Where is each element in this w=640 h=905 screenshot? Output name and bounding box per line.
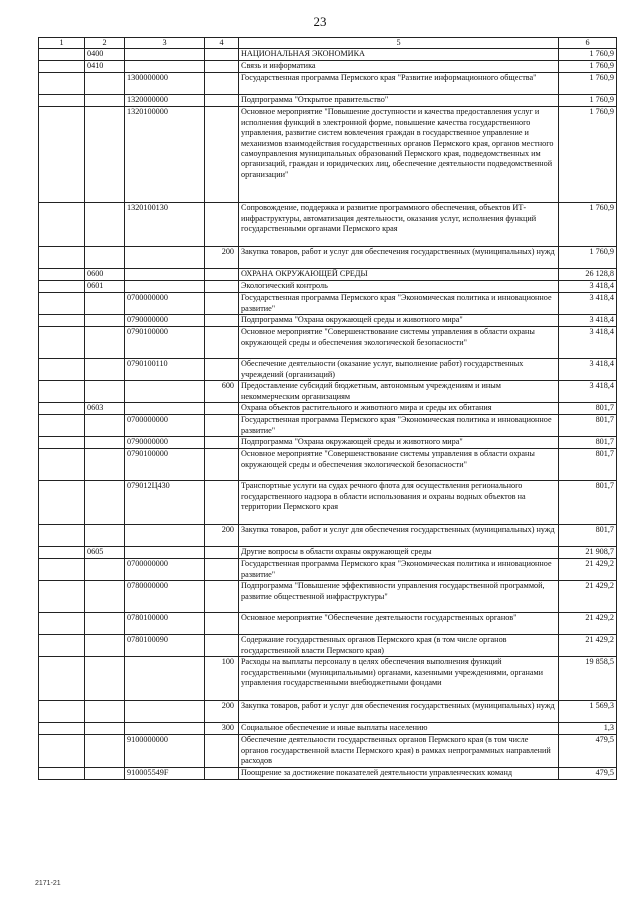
- table-cell: [85, 581, 125, 613]
- table-cell: [125, 49, 205, 61]
- table-cell: 1 760,9: [559, 95, 617, 107]
- table-row: [39, 437, 617, 449]
- table-cell: Экологический контроль: [239, 281, 559, 293]
- table-cell: 600: [205, 381, 239, 403]
- table-cell: Государственная программа Пермского края "Экономическая политика и инновационное развитие": [239, 293, 559, 315]
- table-row: [39, 767, 617, 779]
- column-header: 1: [39, 38, 85, 49]
- table-cell: Подпрограмма "Охрана окружающей среды и животного мира": [239, 437, 559, 449]
- table-cell: [39, 481, 85, 525]
- table-cell: 19 858,5: [559, 657, 617, 701]
- table-cell: [205, 281, 239, 293]
- table-cell: 801,7: [559, 449, 617, 481]
- table-cell: [39, 635, 85, 657]
- table-cell: [39, 613, 85, 635]
- table-row: [39, 735, 617, 767]
- table-cell: [39, 107, 85, 203]
- table-cell: [39, 61, 85, 73]
- footer-code: 2171-21: [35, 880, 61, 887]
- table-cell: 801,7: [559, 415, 617, 437]
- table-cell: Подпрограмма "Повышение эффективности управления государственной программой, развитие общественной инфраструктуры": [239, 581, 559, 613]
- table-cell: 801,7: [559, 403, 617, 415]
- table-cell: Транспортные услуги на судах речного флота для осуществления регионального государственного надзора в области использования и охраны водных объектов на территории Пермского края: [239, 481, 559, 525]
- table-cell: [205, 449, 239, 481]
- table-cell: 0790100110: [125, 359, 205, 381]
- table-cell: [125, 269, 205, 281]
- table-cell: 1 760,9: [559, 107, 617, 203]
- table-cell: Закупка товаров, работ и услуг для обеспечения государственных (муниципальных) нужд: [239, 701, 559, 723]
- table-cell: 0780000000: [125, 581, 205, 613]
- table-cell: 9100000000: [125, 735, 205, 767]
- table-cell: [125, 525, 205, 547]
- table-cell: 0700000000: [125, 293, 205, 315]
- table-cell: [205, 203, 239, 247]
- table-row: [39, 657, 617, 701]
- table-cell: Подпрограмма "Охрана окружающей среды и животного мира": [239, 315, 559, 327]
- table-cell: [39, 95, 85, 107]
- table-cell: 801,7: [559, 525, 617, 547]
- table-row: [39, 723, 617, 735]
- table-cell: [125, 723, 205, 735]
- table-cell: Закупка товаров, работ и услуг для обеспечения государственных (муниципальных) нужд: [239, 247, 559, 269]
- table-cell: [39, 49, 85, 61]
- table-cell: [205, 735, 239, 767]
- table-cell: 300: [205, 723, 239, 735]
- table-cell: 1 760,9: [559, 203, 617, 247]
- table-cell: [85, 723, 125, 735]
- table-cell: [205, 73, 239, 95]
- table-cell: [125, 281, 205, 293]
- table-row: [39, 547, 617, 559]
- table-cell: Государственная программа Пермского края "Экономическая политика и инновационное развитие": [239, 559, 559, 581]
- table-cell: [205, 403, 239, 415]
- column-header: 5: [239, 38, 559, 49]
- table-cell: Поощрение за достижение показателей деятельности управленческих команд: [239, 767, 559, 779]
- table-cell: 26 128,8: [559, 269, 617, 281]
- table-row: [39, 281, 617, 293]
- table-cell: [85, 525, 125, 547]
- table-cell: 0790000000: [125, 437, 205, 449]
- table-cell: [205, 767, 239, 779]
- table-cell: [205, 415, 239, 437]
- table-row: [39, 73, 617, 95]
- table-row: [39, 525, 617, 547]
- table-cell: Основное мероприятие "Обеспечение деятельности государственных органов": [239, 613, 559, 635]
- table-cell: 0601: [85, 281, 125, 293]
- table-cell: [39, 581, 85, 613]
- table-cell: [125, 403, 205, 415]
- table-cell: Охрана объектов растительного и животного мира и среды их обитания: [239, 403, 559, 415]
- table-cell: 1 760,9: [559, 49, 617, 61]
- table-cell: [85, 381, 125, 403]
- table-cell: [39, 203, 85, 247]
- table-row: [39, 315, 617, 327]
- table-cell: [39, 415, 85, 437]
- table-cell: [205, 49, 239, 61]
- table-cell: 079012Ц430: [125, 481, 205, 525]
- table-cell: [205, 315, 239, 327]
- table-cell: [39, 247, 85, 269]
- table-cell: [85, 657, 125, 701]
- table-cell: 801,7: [559, 437, 617, 449]
- budget-table: [38, 37, 617, 780]
- table-cell: 3 418,4: [559, 359, 617, 381]
- table-cell: 1 760,9: [559, 61, 617, 73]
- table-cell: [205, 437, 239, 449]
- table-cell: 21 429,2: [559, 559, 617, 581]
- table-cell: [125, 657, 205, 701]
- table-cell: Содержание государственных органов Пермского края (в том числе органов государственной власти Пермского края): [239, 635, 559, 657]
- table-cell: [205, 481, 239, 525]
- table-cell: 3 418,4: [559, 327, 617, 359]
- table-cell: [85, 481, 125, 525]
- table-cell: [39, 559, 85, 581]
- table-cell: [125, 247, 205, 269]
- table-cell: [125, 381, 205, 403]
- table-cell: 200: [205, 525, 239, 547]
- column-header: 2: [85, 38, 125, 49]
- table-cell: [85, 327, 125, 359]
- table-cell: 479,5: [559, 735, 617, 767]
- table-cell: Основное мероприятие "Совершенствование системы управления в области охраны окружающей среды и обеспечения экологической безопасности": [239, 449, 559, 481]
- table-row: [39, 415, 617, 437]
- table-row: [39, 269, 617, 281]
- table-cell: Сопровождение, поддержка и развитие программного обеспечения, объектов ИТ-инфраструктуры, автоматизация деятельности, оказания услуг, исполнения функций государственными органами Пермского края: [239, 203, 559, 247]
- table-cell: 21 429,2: [559, 613, 617, 635]
- table-cell: НАЦИОНАЛЬНАЯ ЭКОНОМИКА: [239, 49, 559, 61]
- table-cell: [125, 61, 205, 73]
- table-cell: 0780100000: [125, 613, 205, 635]
- table-cell: 910005549F: [125, 767, 205, 779]
- table-row: [39, 107, 617, 203]
- table-cell: Основное мероприятие "Совершенствование системы управления в области охраны окружающей среды и обеспечения экологической безопасности": [239, 327, 559, 359]
- table-cell: 1320000000: [125, 95, 205, 107]
- table-cell: [39, 381, 85, 403]
- table-cell: [85, 73, 125, 95]
- table-cell: [205, 613, 239, 635]
- table-cell: 1,3: [559, 723, 617, 735]
- table-cell: [39, 547, 85, 559]
- table-cell: 1 760,9: [559, 73, 617, 95]
- table-cell: [39, 701, 85, 723]
- table-cell: 0700000000: [125, 415, 205, 437]
- table-cell: Подпрограмма "Открытое правительство": [239, 95, 559, 107]
- table-cell: [39, 293, 85, 315]
- table-cell: [85, 315, 125, 327]
- table-cell: 0400: [85, 49, 125, 61]
- table-cell: [39, 281, 85, 293]
- table-cell: 200: [205, 247, 239, 269]
- table-cell: [85, 701, 125, 723]
- table-row: [39, 359, 617, 381]
- table-cell: 0790100000: [125, 327, 205, 359]
- table-cell: [85, 613, 125, 635]
- table-row: [39, 49, 617, 61]
- table-cell: [85, 635, 125, 657]
- table-row: [39, 581, 617, 613]
- table-row: [39, 203, 617, 247]
- table-cell: 0790000000: [125, 315, 205, 327]
- table-cell: 21 429,2: [559, 635, 617, 657]
- table-row: [39, 481, 617, 525]
- table-row: [39, 95, 617, 107]
- table-cell: [85, 359, 125, 381]
- table-cell: ОХРАНА ОКРУЖАЮЩЕЙ СРЕДЫ: [239, 269, 559, 281]
- table-cell: [85, 449, 125, 481]
- table-cell: Государственная программа Пермского края "Экономическая политика и инновационное развитие": [239, 415, 559, 437]
- column-header: 6: [559, 38, 617, 49]
- table-cell: Основное мероприятие "Повышение доступности и качества предоставления услуг и исполнения функций в электронной форме, повышение качества государственного управления, развитие систем вовлечения граждан в государственное управление и механизмов взаимодействия государственных органов Пермского края, органов местного самоуправления муниципальных образований Пермского края, подведомственных им организаций, граждан и юридических лиц, обеспечение деятельности подведомственной организации": [239, 107, 559, 203]
- table-cell: Другие вопросы в области охраны окружающей среды: [239, 547, 559, 559]
- column-header: 3: [125, 38, 205, 49]
- table-cell: 3 418,4: [559, 315, 617, 327]
- table-cell: [39, 525, 85, 547]
- table-cell: [85, 95, 125, 107]
- table-cell: Социальное обеспечение и иные выплаты населению: [239, 723, 559, 735]
- table-cell: 21 908,7: [559, 547, 617, 559]
- table-cell: [39, 449, 85, 481]
- table-cell: 479,5: [559, 767, 617, 779]
- table-row: [39, 449, 617, 481]
- table-cell: [85, 559, 125, 581]
- table-row: [39, 293, 617, 315]
- table-row: [39, 559, 617, 581]
- table-row: [39, 635, 617, 657]
- table-row: [39, 403, 617, 415]
- table-cell: 0700000000: [125, 559, 205, 581]
- table-cell: 1300000000: [125, 73, 205, 95]
- table-cell: [39, 327, 85, 359]
- table-header-row: [39, 38, 617, 49]
- table-cell: 0600: [85, 269, 125, 281]
- table-cell: [39, 767, 85, 779]
- table-cell: [39, 73, 85, 95]
- table-cell: 0603: [85, 403, 125, 415]
- table-cell: Обеспечение деятельности (оказание услуг, выполнение работ) государственных учреждений (организаций): [239, 359, 559, 381]
- table-cell: 21 429,2: [559, 581, 617, 613]
- table-cell: Государственная программа Пермского края "Развитие информационного общества": [239, 73, 559, 95]
- table-row: [39, 327, 617, 359]
- table-cell: 1 760,9: [559, 247, 617, 269]
- table-cell: 0410: [85, 61, 125, 73]
- table-cell: 3 418,4: [559, 281, 617, 293]
- table-cell: [205, 293, 239, 315]
- table-cell: 1320100000: [125, 107, 205, 203]
- table-cell: 0790100000: [125, 449, 205, 481]
- page-number: 23: [313, 14, 327, 29]
- table-row: [39, 247, 617, 269]
- table-cell: 0605: [85, 547, 125, 559]
- table-cell: [205, 547, 239, 559]
- table-cell: [39, 735, 85, 767]
- table-cell: [85, 107, 125, 203]
- column-header: 4: [205, 38, 239, 49]
- table-cell: [39, 657, 85, 701]
- table-cell: [85, 415, 125, 437]
- table-cell: 3 418,4: [559, 293, 617, 315]
- table-cell: [205, 581, 239, 613]
- table-row: [39, 61, 617, 73]
- table-cell: [39, 723, 85, 735]
- table-cell: [205, 269, 239, 281]
- table-cell: [39, 359, 85, 381]
- table-cell: 200: [205, 701, 239, 723]
- table-cell: [39, 437, 85, 449]
- table-cell: Расходы на выплаты персоналу в целях обеспечения выполнения функций государственными (муниципальными) органами, казенными учреждениями, органами управления государственными внебюджетными фондами: [239, 657, 559, 701]
- table-row: [39, 613, 617, 635]
- table-cell: [205, 359, 239, 381]
- table-cell: [125, 701, 205, 723]
- table-cell: [85, 735, 125, 767]
- table-cell: [205, 61, 239, 73]
- table-cell: Предоставление субсидий бюджетным, автономным учреждениям и иным некоммерческим организациям: [239, 381, 559, 403]
- table-cell: [85, 203, 125, 247]
- table-cell: [205, 327, 239, 359]
- table-cell: [39, 269, 85, 281]
- table-cell: Закупка товаров, работ и услуг для обеспечения государственных (муниципальных) нужд: [239, 525, 559, 547]
- table-cell: Обеспечение деятельности государственных органов Пермского края (в том числе органов государственной власти Пермского края) в рамках непрограммных направлений расходов: [239, 735, 559, 767]
- table-cell: 3 418,4: [559, 381, 617, 403]
- table-cell: [39, 403, 85, 415]
- table-row: [39, 701, 617, 723]
- table-cell: [205, 559, 239, 581]
- table-cell: Связь и информатика: [239, 61, 559, 73]
- table-cell: [85, 437, 125, 449]
- table-cell: 0780100090: [125, 635, 205, 657]
- table-cell: [85, 293, 125, 315]
- table-cell: [85, 247, 125, 269]
- table-cell: 100: [205, 657, 239, 701]
- table-cell: 801,7: [559, 481, 617, 525]
- table-cell: [39, 315, 85, 327]
- table-cell: [205, 635, 239, 657]
- table-cell: [205, 107, 239, 203]
- table-row: [39, 381, 617, 403]
- table-cell: 1 569,3: [559, 701, 617, 723]
- table-cell: [85, 767, 125, 779]
- table-cell: [125, 547, 205, 559]
- table-cell: [205, 95, 239, 107]
- table-cell: 1320100130: [125, 203, 205, 247]
